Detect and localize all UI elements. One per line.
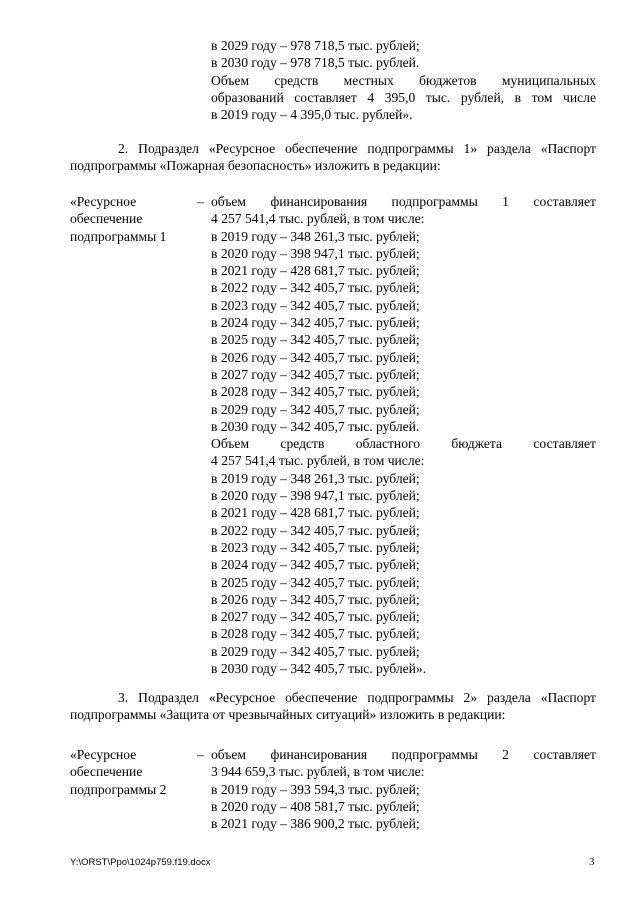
section-3-label (70, 746, 200, 798)
value-line: в 2030 году – 342 405,7 тыс. рублей». (211, 661, 427, 677)
label-line: обеспечение (70, 764, 143, 780)
label-line: обеспечение (70, 211, 143, 227)
value-line: в 2029 году – 342 405,7 тыс. рублей; (211, 643, 420, 659)
value-line: в 2019 году – 348 261,3 тыс. рублей; (211, 228, 420, 244)
label-line: «Ресурсное (70, 747, 137, 762)
section-3-dash: – (197, 747, 204, 762)
value-line: в 2025 году – 342 405,7 тыс. рублей; (211, 574, 420, 590)
value-line: в 2022 году – 342 405,7 тыс. рублей; (211, 522, 420, 538)
value-line: в 2028 году – 342 405,7 тыс. рублей; (211, 626, 420, 642)
value-line: в 2020 году – 408 581,7 тыс. рублей; (211, 798, 420, 814)
text-line: образований составляет 4 395,0 тыс. рублей, в том числе (211, 89, 596, 105)
value-line: в 2027 году – 342 405,7 тыс. рублей; (211, 609, 420, 625)
top-continuation-block (211, 37, 596, 123)
value-line: 4 257 541,4 тыс. рублей, в том числе: (211, 453, 425, 469)
label-line: подпрограммы 2 (70, 781, 167, 797)
section-2-label (70, 193, 200, 245)
value-line: 4 257 541,4 тыс. рублей, в том числе: (211, 211, 425, 227)
value-line: в 2028 году – 342 405,7 тыс. рублей; (211, 384, 420, 400)
value-line: в 2019 году – 393 594,3 тыс. рублей; (211, 781, 420, 797)
value-line: в 2020 году – 398 947,1 тыс. рублей; (211, 245, 420, 261)
value-line: в 2024 году – 342 405,7 тыс. рублей; (211, 315, 420, 331)
value-line: 3 944 659,3 тыс. рублей, в том числе: (211, 764, 425, 780)
text-line: Объем средств местных бюджетов муниципальных (211, 72, 596, 88)
value-line: в 2021 году – 386 900,2 тыс. рублей; (211, 816, 420, 832)
value-line: Объем средств областного бюджета составляет (211, 436, 596, 452)
label-line: подпрограммы 1 (70, 228, 167, 244)
page-number: 3 (589, 856, 595, 868)
value-line: объем финансирования подпрограммы 1 составляет (211, 194, 596, 209)
value-line: в 2027 году – 342 405,7 тыс. рублей; (211, 366, 420, 382)
value-line: в 2020 году – 398 947,1 тыс. рублей; (211, 488, 420, 504)
value-line: в 2022 году – 342 405,7 тыс. рублей; (211, 280, 420, 296)
text-line: в 2030 году – 978 718,5 тыс. рублей. (211, 55, 420, 71)
value-line: в 2023 году – 342 405,7 тыс. рублей; (211, 539, 420, 555)
value-line: объем финансирования подпрограммы 2 составляет (211, 747, 596, 762)
value-line: в 2023 году – 342 405,7 тыс. рублей; (211, 297, 420, 313)
section-3-values (211, 746, 596, 832)
value-line: в 2019 году – 348 261,3 тыс. рублей; (211, 470, 420, 486)
value-line: в 2025 году – 342 405,7 тыс. рублей; (211, 332, 420, 348)
value-line: в 2030 году – 342 405,7 тыс. рублей. (211, 418, 420, 434)
value-line: в 2024 году – 342 405,7 тыс. рублей; (211, 557, 420, 573)
heading-line: 3. Подраздел «Ресурсное обеспечение подпрограммы 2» раздела «Паспорт (118, 690, 596, 705)
section-2-dash: – (197, 194, 204, 209)
value-line: в 2026 году – 342 405,7 тыс. рублей; (211, 591, 420, 607)
value-line: в 2021 году – 428 681,7 тыс. рублей; (211, 263, 420, 279)
label-line: «Ресурсное (70, 194, 137, 209)
heading-line: подпрограммы «Защита от чрезвычайных ситуаций» изложить в редакции: (70, 707, 506, 723)
section-2-values (211, 193, 596, 677)
footer-file-path: Y:\ORST\Ppo\1024p759.f19.docx (70, 857, 211, 868)
section-3-heading (70, 689, 596, 724)
text-line: в 2019 году – 4 395,0 тыс. рублей». (211, 107, 413, 123)
heading-line: 2. Подраздел «Ресурсное обеспечение подпрограммы 1» раздела «Паспорт (118, 141, 596, 156)
value-line: в 2029 году – 342 405,7 тыс. рублей; (211, 401, 420, 417)
heading-line: подпрограммы «Пожарная безопасность» изложить в редакции: (70, 158, 441, 174)
text-line: в 2029 году – 978 718,5 тыс. рублей; (211, 38, 420, 53)
value-line: в 2026 году – 342 405,7 тыс. рублей; (211, 349, 420, 365)
value-line: в 2021 году – 428 681,7 тыс. рублей; (211, 505, 420, 521)
section-2-heading (70, 140, 596, 175)
